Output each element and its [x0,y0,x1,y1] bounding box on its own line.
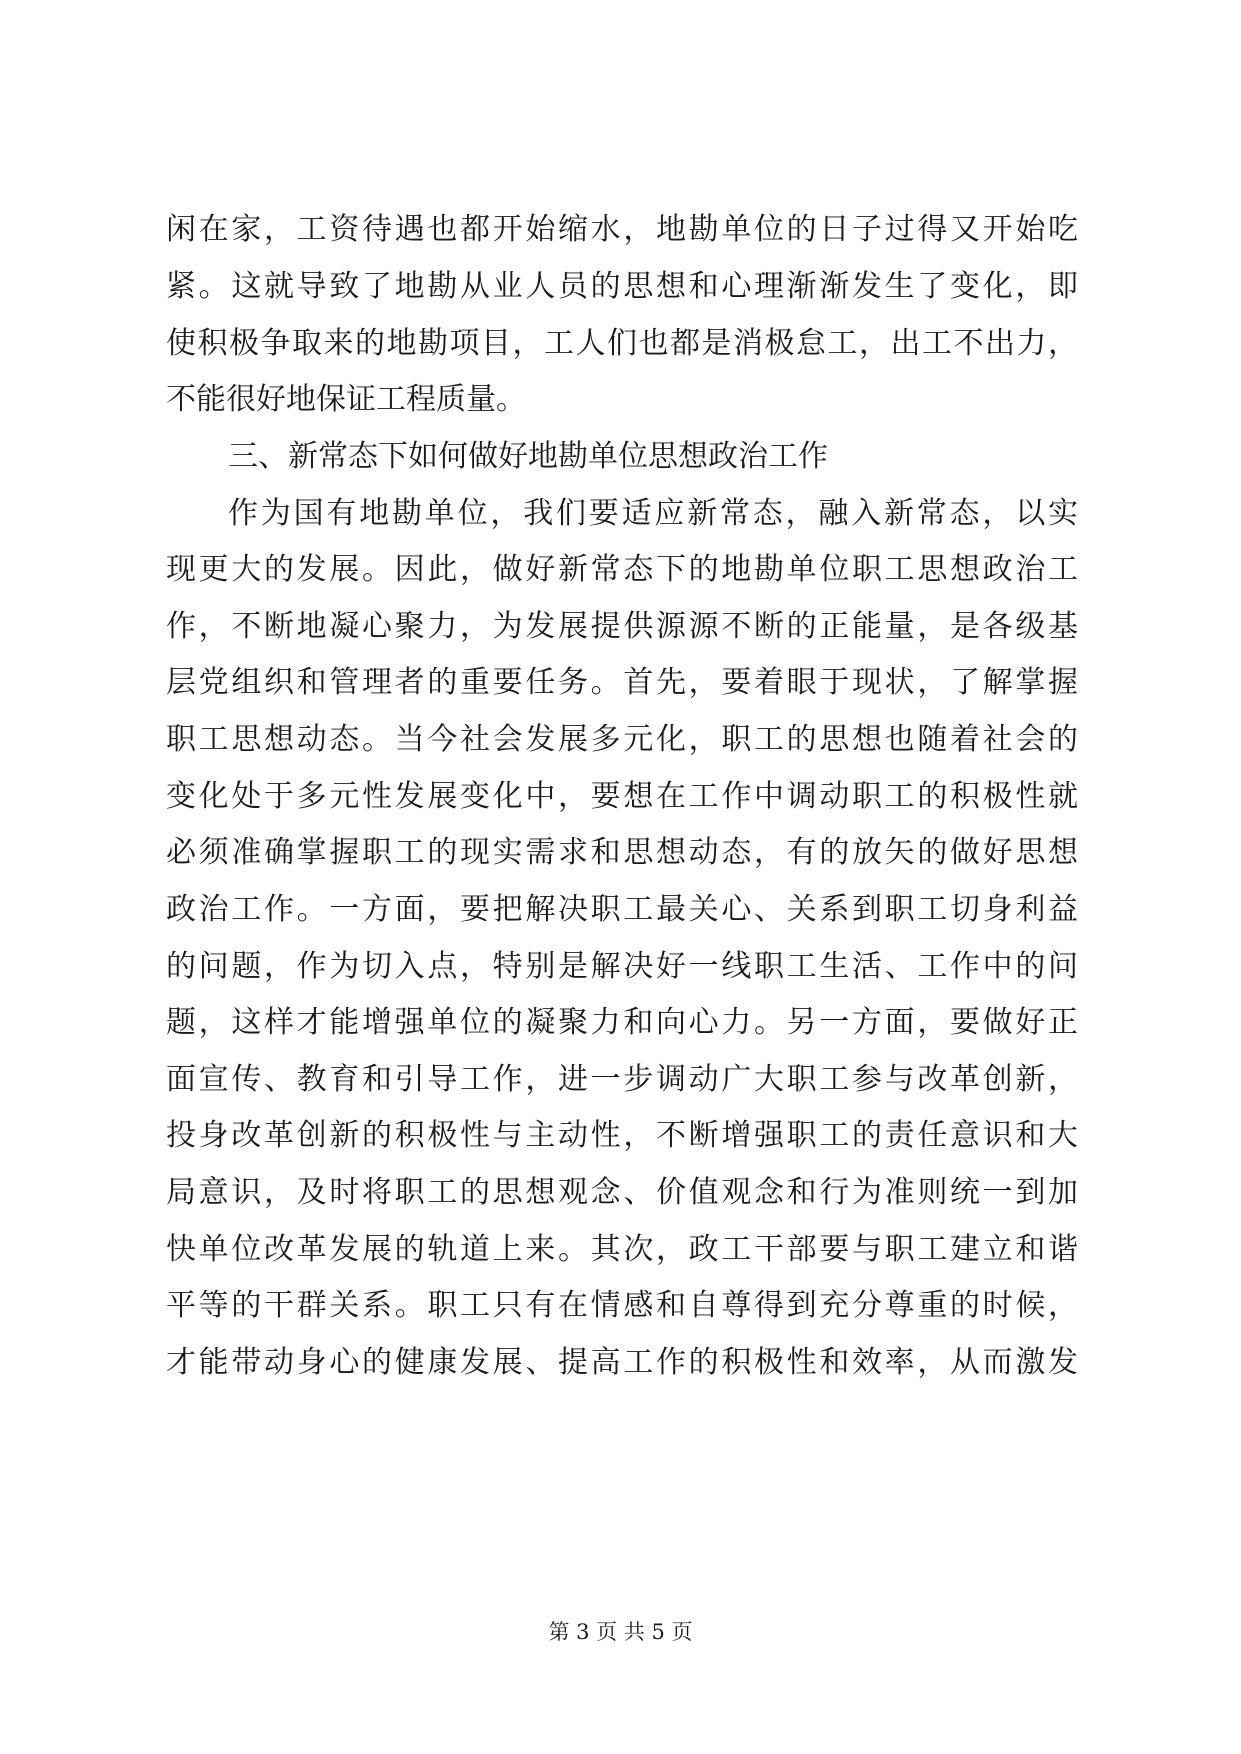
body-line-12: 必须准确掌握职工的现实需求和思想动态，有的放矢的做好思想 [166,835,1078,870]
body-line-21: 才能带动身心的健康发展、提高工作的积极性和效率，从而激发 [166,1345,1078,1380]
body-line-13: 政治工作。一方面，要把解决职工最关心、关系到职工切身利益 [166,892,1078,927]
body-line-8: 作，不断地凝心聚力，为发展提供源源不断的正能量，是各级基 [166,609,1078,644]
body-line-20: 平等的干群关系。职工只有在情感和自尊得到充分尊重的时候， [166,1288,1078,1323]
body-line-14: 的问题，作为切入点，特别是解决好一线职工生活、工作中的问 [166,949,1078,984]
body-line-17: 投身改革创新的积极性与主动性，不断增强职工的责任意识和大 [166,1118,1078,1153]
body-line-9: 层党组织和管理者的重要任务。首先，要着眼于现状，了解掌握 [166,665,1078,700]
section-heading: 三、新常态下如何做好地勘单位思想政治工作 [228,439,828,474]
body-line-19: 快单位改革发展的轨道上来。其次，政工干部要与职工建立和谐 [166,1232,1078,1267]
body-line-6: 作为国有地勘单位，我们要适应新常态，融入新常态，以实 [228,496,1078,531]
body-line-4: 不能很好地保证工程质量。 [166,382,526,417]
body-line-15: 题，这样才能增强单位的凝聚力和向心力。另一方面，要做好正 [166,1005,1078,1040]
body-line-1: 闲在家，工资待遇也都开始缩水，地勘单位的日子过得又开始吃 [166,212,1078,247]
body-line-18: 局意识，及时将职工的思想观念、价值观念和行为准则统一到加 [166,1175,1078,1210]
body-line-3: 使积极争取来的地勘项目，工人们也都是消极怠工，出工不出力， [166,326,1078,361]
body-line-7: 现更大的发展。因此，做好新常态下的地勘单位职工思想政治工 [166,552,1078,587]
page-number-footer: 第 3 页 共 5 页 [548,1620,693,1644]
body-line-2: 紧。这就导致了地勘从业人员的思想和心理渐渐发生了变化，即 [166,269,1078,304]
body-line-10: 职工思想动态。当今社会发展多元化，职工的思想也随着社会的 [166,722,1078,757]
body-line-16: 面宣传、教育和引导工作，进一步调动广大职工参与改革创新， [166,1062,1078,1097]
body-line-11: 变化处于多元性发展变化中，要想在工作中调动职工的积极性就 [166,779,1078,814]
